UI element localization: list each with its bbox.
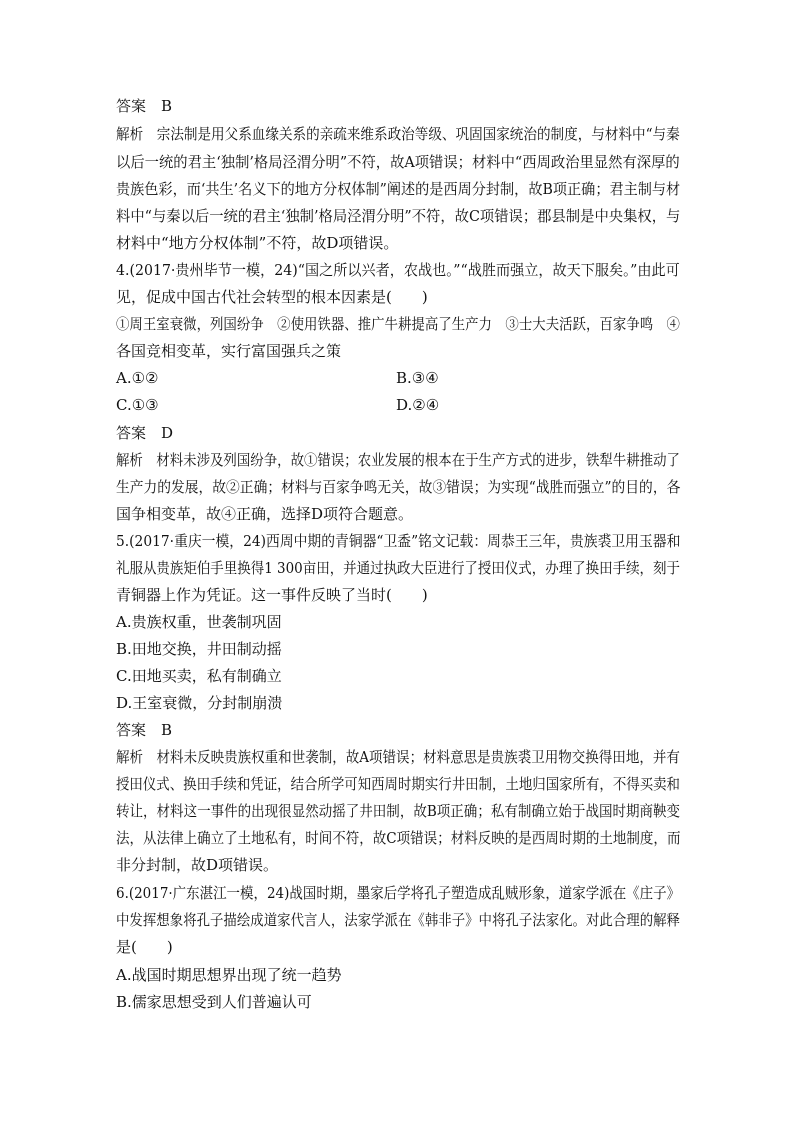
q3-analysis-line-1: 解析 宗法制是用父系血缘关系的亲疏来维系政治等级、巩固国家统治的制度，与材料中“与秦: [116, 125, 680, 143]
q4-option-b: B.③④: [396, 369, 439, 387]
q5-analysis-line-1: 解析 材料未反映贵族权重和世袭制，故A项错误；材料意思是贵族裘卫用物交换得田地，并有: [116, 748, 680, 766]
q4-stem-line-1: 4.(2017·贵州毕节一模，24)“国之所以兴者，农战也。”“战胜而强立，故天下服矣。”由此可: [116, 261, 680, 279]
q4-option-a: A.①②: [116, 369, 159, 387]
q4-option-d: D.②④: [396, 396, 440, 414]
q6-stem-line-3: 是( ): [116, 938, 173, 956]
q3-analysis-line-2: 以后一统的君主‘独制’格局泾渭分明”不符，故A项错误；材料中“西周政治里显然有深厚的: [116, 153, 680, 171]
q6-option-b: B.儒家思想受到人们普遍认可: [116, 993, 312, 1011]
q6-option-a: A.战国时期思想界出现了统一趋势: [116, 966, 342, 984]
q5-option-d: D.王室衰微，分封制崩溃: [116, 694, 283, 712]
q6-stem-line-2: 中发挥想象将孔子描绘成道家代言人，法家学派在《韩非子》中将孔子法家化。对此合理的解释: [116, 911, 680, 929]
q4-analysis-line-2: 生产力的发展，故②正确；材料与百家争鸣无关，故③错误；为实现“战胜而强立”的目的，各: [116, 478, 681, 496]
q5-stem-line-1: 5.(2017·重庆一模，24)西周中期的青铜器“卫盉”铭文记载：周恭王三年，贵族裘卫用玉器和: [116, 532, 681, 550]
q5-stem-line-3: 青铜器上作为凭证。这一事件反映了当时( ): [116, 586, 428, 604]
q5-stem-line-2: 礼服从贵族矩伯手里换得1 300亩田，并通过执政大臣进行了授田仪式，办理了换田手续，刻于: [116, 559, 680, 577]
q6-stem-line-1: 6.(2017·广东湛江一模，24)战国时期，墨家后学将孔子塑造成乱贼形象，道家学派在《庄子》: [116, 884, 681, 902]
q4-analysis-line-1: 解析 材料未涉及列国纷争，故①错误；农业发展的根本在于生产方式的进步，铁犁牛耕推动了: [116, 451, 680, 469]
q4-stem-line-2: 见，促成中国古代社会转型的根本因素是( ): [116, 288, 428, 306]
q5-option-b: B.田地交换，井田制动摇: [116, 640, 282, 658]
q4-statements-line-1: ①周王室衰微，列国纷争 ②使用铁器、推广牛耕提高了生产力 ③士大夫活跃，百家争鸣 ④: [116, 315, 680, 333]
q5-analysis-line-3: 转让，材料这一事件的出现很显然动摇了井田制，故B项正确；私有制确立始于战国时期商鞅变: [116, 802, 681, 820]
q5-analysis-line-4: 法，从法律上确立了土地私有，时间不符，故C项错误；材料反映的是西周时期的土地制度，而: [116, 829, 681, 847]
q4-options-row-1: [116, 368, 159, 388]
q3-answer: 答案 B: [116, 97, 173, 115]
q5-analysis-line-5: 非分封制，故D项错误。: [116, 856, 279, 874]
q3-analysis-line-4: 料中“与秦以后一统的君主‘独制’格局泾渭分明”不符，故C项错误；郡县制是中央集权，与: [116, 207, 681, 225]
q5-answer: 答案 B: [116, 721, 173, 739]
q4-analysis-line-3: 国争相变革，故④正确，选择D项符合题意。: [116, 505, 414, 523]
q5-option-a: A.贵族权重，世袭制巩固: [116, 613, 282, 631]
q4-options-row-2: [116, 395, 159, 415]
q3-analysis-line-5: 材料中“地方分权体制”不符，故D项错误。: [116, 234, 399, 252]
q4-option-c: C.①③: [116, 396, 159, 414]
q5-option-c: C.田地买卖，私有制确立: [116, 667, 282, 685]
q4-answer: 答案 D: [116, 424, 174, 442]
q4-statements-line-2: 各国竞相变革，实行富国强兵之策: [116, 342, 342, 360]
q3-analysis-line-3: 贵族色彩，而‘共生’名义下的地方分权体制”阐述的是西周分封制，故B项正确；君主制与材: [116, 180, 681, 198]
q5-analysis-line-2: 授田仪式、换田手续和凭证，结合所学可知西周时期实行井田制，土地归国家所有，不得买卖和: [116, 775, 680, 793]
